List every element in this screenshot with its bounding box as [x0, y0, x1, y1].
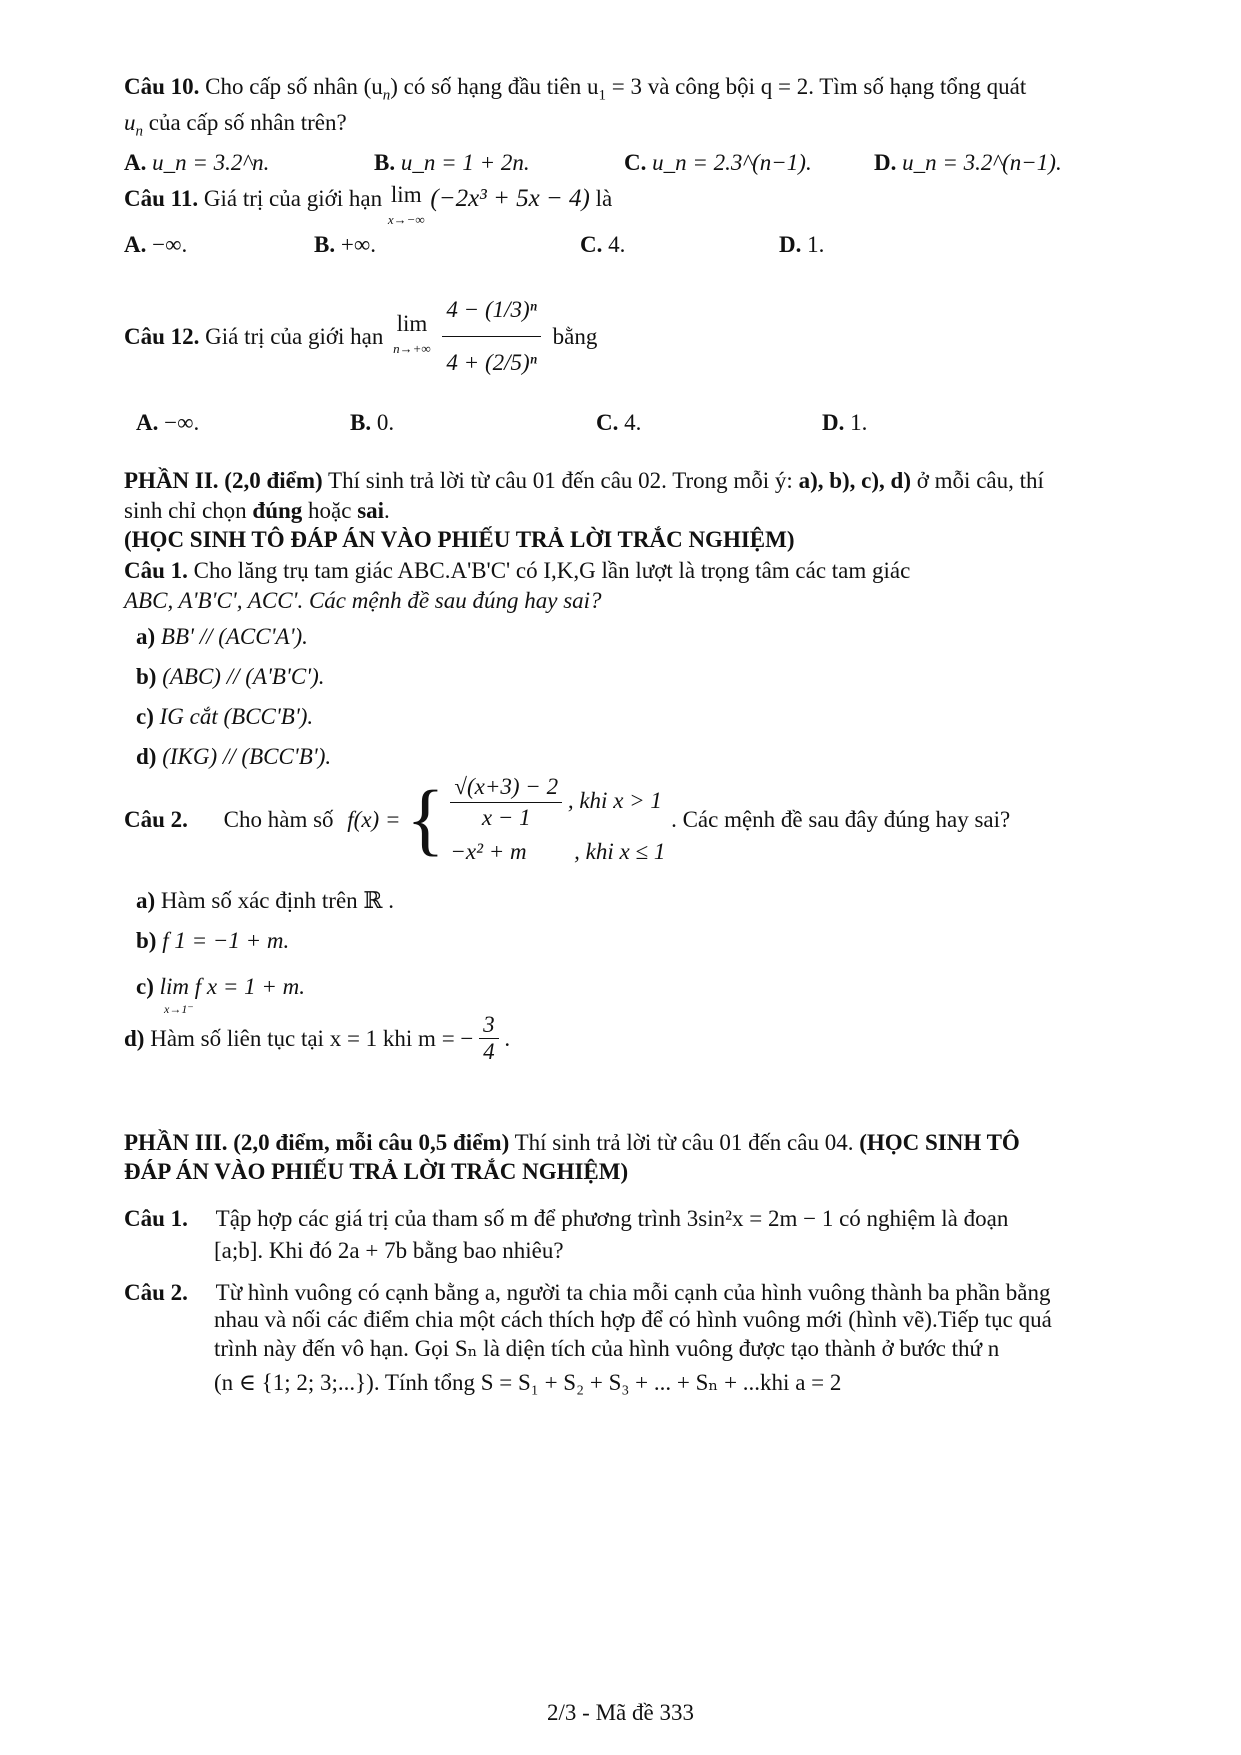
q10-u: u	[124, 110, 136, 135]
part2-instruction	[124, 525, 795, 555]
q10-option-b[interactable]	[374, 148, 530, 178]
part3-heading-bold2: (HỌC SINH TÔ	[859, 1130, 1020, 1155]
option-label: B.	[374, 150, 396, 175]
item-frac-den: 4	[483, 1039, 495, 1064]
item-label: a)	[136, 624, 156, 649]
p2q1-line1	[124, 556, 1139, 586]
q10-text2: của cấp số nhân trên?	[143, 110, 347, 135]
p2q2-case1-cond: , khi x > 1	[567, 787, 662, 813]
item-text: Hàm số xác định trên ℝ .	[160, 888, 395, 913]
part3-heading-rest: Thí sinh trả lời từ câu 01 đến câu 04.	[509, 1130, 860, 1155]
option-text: 1.	[850, 410, 868, 435]
part2-instruction-text: (HỌC SINH TÔ ĐÁP ÁN VÀO PHIẾU TRẢ LỜI TRẮC NGHIỆM)	[124, 527, 795, 552]
p2q1-text1: Cho lăng trụ tam giác ABC.A'B'C' có I,K,G lần lượt là trọng tâm các tam giác	[193, 558, 911, 583]
option-label: D.	[822, 410, 845, 435]
option-text: 4.	[608, 232, 626, 257]
q10-label: Câu 10.	[124, 74, 200, 99]
page-footer: 2/3 - Mã đề 333	[547, 1700, 694, 1725]
q12-fraction	[442, 284, 540, 389]
item-text: Hàm số liên tục tại x = 1 khi m = −	[150, 1025, 474, 1051]
q10-option-a[interactable]	[124, 148, 269, 178]
p2q2-item-a[interactable]	[136, 886, 394, 916]
option-label: D.	[779, 232, 802, 257]
p3q2-line1	[124, 1278, 1051, 1308]
p2q2-cases	[450, 772, 665, 867]
p2q2-item-b[interactable]	[136, 926, 289, 956]
q10-option-c[interactable]	[624, 148, 812, 178]
item-text: (IKG) // (BCC'B').	[162, 744, 332, 769]
option-text: u_n = 1 + 2n.	[400, 150, 530, 175]
q12-text: Giá trị của giới hạn	[205, 323, 384, 349]
p3q1-text1: Tập hợp các giá trị của tham số m để phương trình 3sin²x = 2m − 1 có nghiệm là đoạn	[215, 1206, 1009, 1231]
q10-line1	[124, 72, 1026, 111]
q11-option-a[interactable]	[124, 230, 187, 260]
item-text: BB' // (ACC'A').	[160, 624, 308, 649]
option-text: −∞.	[164, 410, 200, 435]
p2q2-case1-den: x − 1	[481, 805, 531, 830]
q12-lim	[393, 313, 431, 360]
item-label: d)	[124, 1025, 145, 1051]
option-label: A.	[124, 150, 147, 175]
p2q1-text2: ABC, A'B'C', ACC'. Các mệnh đề sau đúng hay sai?	[124, 588, 602, 613]
q12-option-c[interactable]	[596, 408, 641, 438]
q10-sub-1: 1	[598, 87, 606, 104]
part2-heading-line1	[124, 466, 1044, 496]
option-label: C.	[596, 410, 619, 435]
q12-numerator: 4 − (1/3)ⁿ	[442, 284, 540, 337]
option-label: D.	[874, 150, 897, 175]
item-frac-num: 3	[479, 1012, 499, 1039]
q12-option-d[interactable]	[822, 408, 867, 438]
q11-lim-word: lim	[390, 182, 422, 207]
item-text: lim f x = 1 + m.	[159, 974, 306, 999]
q10-text1e: = 3 và công bội q = 2. Tìm số hạng tổng quát	[605, 74, 1027, 99]
part2-false-word: sai	[357, 498, 385, 523]
option-text: 0.	[376, 410, 395, 435]
part3-heading-line2	[124, 1157, 628, 1187]
option-text: 4.	[624, 410, 642, 435]
p2q2-intro: Cho hàm số	[223, 806, 334, 832]
option-text: −∞.	[152, 232, 188, 257]
part2-heading: PHẦN II. (2,0 điểm)	[124, 468, 323, 493]
p3q2-text3: trình này đến vô hạn. Gọi Sₙ là diện tích của hình vuông được tạo thành ở bước thứ n	[214, 1336, 1000, 1361]
q12-line	[124, 284, 597, 404]
option-label: B.	[350, 410, 372, 435]
q10-text1c: ) có số hạng đầu tiên u	[390, 74, 599, 99]
p3q1-text2: [a;b]. Khi đó 2a + 7b bằng bao nhiêu?	[214, 1238, 564, 1263]
p3q1-line2	[214, 1236, 564, 1266]
part2-true-word: đúng	[252, 498, 303, 523]
p2q2-case2: −x² + m	[450, 839, 527, 864]
part3-heading-line1	[124, 1128, 1020, 1158]
option-text: u_n = 2.3^(n−1).	[652, 150, 812, 175]
p2q2-brace: {	[406, 775, 445, 864]
q10-u-sub: n	[135, 123, 143, 140]
item-label: c)	[136, 704, 154, 729]
p2q2-case1-fraction	[450, 772, 562, 833]
item-text: f 1 = −1 + m.	[162, 928, 290, 953]
option-text: 1.	[807, 232, 825, 257]
p3q2-label: Câu 2.	[124, 1280, 188, 1305]
item-label: b)	[136, 664, 157, 689]
item-end: .	[504, 1025, 511, 1051]
q11-option-d[interactable]	[779, 230, 824, 260]
q12-denominator: 4 + (2/5)ⁿ	[446, 350, 537, 375]
option-text: +∞.	[340, 232, 376, 257]
part2-line2e: .	[384, 498, 390, 523]
option-text: u_n = 3.2^(n−1).	[902, 150, 1062, 175]
q11-option-b[interactable]	[314, 230, 376, 260]
p3q2-line3	[214, 1334, 999, 1364]
part2-heading-rest: Thí sinh trả lời từ câu 01 đến câu 02. Trong mỗi ý:	[322, 468, 799, 493]
option-label: A.	[136, 410, 159, 435]
p3q2-text2: nhau và nối các điểm chia một cách thích hợp để có hình vuông mới (hình vẽ).Tiếp tục quá	[214, 1307, 1052, 1332]
part2-heading-line2	[124, 496, 390, 526]
option-label: A.	[124, 232, 147, 257]
q10-sub-n: n	[382, 87, 391, 104]
q12-option-b[interactable]	[350, 408, 394, 438]
q12-lim-word: lim	[396, 311, 428, 336]
p2q1-item-a[interactable]	[136, 622, 308, 652]
item-text: (ABC) // (A'B'C').	[162, 664, 325, 689]
q10-line2	[124, 108, 347, 147]
q11-lim-sub: x→−∞	[387, 212, 425, 227]
part2-line2a: sinh chỉ chọn	[124, 498, 253, 523]
option-label: C.	[580, 232, 603, 257]
item-label: b)	[136, 928, 157, 953]
p3q1-label: Câu 1.	[124, 1206, 188, 1231]
part2-line2c: hoặc	[302, 498, 358, 523]
p3q1-line1	[124, 1204, 1008, 1234]
part3-heading-line2-text: ĐÁP ÁN VÀO PHIẾU TRẢ LỜI TRẮC NGHIỆM)	[124, 1159, 629, 1184]
p2q1-item-b[interactable]	[136, 662, 325, 692]
part2-heading-items: a), b), c), d)	[798, 468, 911, 493]
option-label: B.	[314, 232, 336, 257]
q12-lim-sub: n→+∞	[393, 341, 431, 356]
p2q2-item-d[interactable]	[124, 1012, 510, 1072]
item-label: c)	[136, 974, 154, 999]
item-lim-sub: x→1⁻	[164, 1002, 194, 1016]
p2q2-case2-cond: , khi x ≤ 1	[574, 839, 666, 864]
item-label: d)	[136, 744, 157, 769]
q11-lim	[388, 184, 425, 231]
p2q1-line2	[124, 586, 602, 616]
option-label: C.	[624, 150, 647, 175]
p2q2-after: . Các mệnh đề sau đây đúng hay sai?	[671, 806, 1011, 832]
q11-line	[124, 184, 612, 231]
q11-label: Câu 11.	[124, 186, 199, 211]
q10-option-d[interactable]	[874, 148, 1062, 178]
p2q1-item-c[interactable]	[136, 702, 313, 732]
p3q2-text4: (n ∈ {1; 2; 3;...}). Tính tổng S = S₁ + S₂ + S₃ + ... + Sₙ + ...khi a = 2	[214, 1370, 842, 1395]
q12-label: Câu 12.	[124, 323, 200, 349]
item-text: IG cắt (BCC'B').	[159, 704, 314, 729]
p2q1-label: Câu 1.	[124, 558, 188, 583]
p3q2-line2	[214, 1305, 1052, 1335]
p2q2-case1-num: √(x+3) − 2	[450, 772, 562, 803]
q11-option-c[interactable]	[580, 230, 625, 260]
q12-after: bằng	[552, 323, 598, 349]
q10-text1: Cho cấp số nhân (u	[205, 74, 383, 99]
q12-option-a[interactable]	[136, 408, 199, 438]
p2q2-item-c[interactable]	[136, 972, 306, 1016]
p2q1-item-d[interactable]	[136, 742, 331, 772]
option-text: u_n = 3.2^n.	[152, 150, 270, 175]
q11-after: là	[595, 186, 613, 211]
part2-heading-rest2: ở mỗi câu, thí	[911, 468, 1044, 493]
p3q2-text1: Từ hình vuông có cạnh bằng a, người ta chia mỗi cạnh của hình vuông thành ba phần bằng	[215, 1280, 1051, 1305]
p2q2-line	[124, 772, 1010, 882]
p3q2-line4	[214, 1368, 841, 1398]
item-fraction	[479, 1012, 499, 1065]
part3-heading: PHẦN III. (2,0 điểm, mỗi câu 0,5 điểm)	[124, 1130, 510, 1155]
q11-expr: (−2x³ + 5x − 4)	[430, 185, 590, 212]
p2q2-fx: f(x) =	[347, 806, 401, 832]
q11-text: Giá trị của giới hạn	[203, 186, 383, 211]
p2q2-label: Câu 2.	[124, 806, 188, 832]
item-label: a)	[136, 888, 156, 913]
